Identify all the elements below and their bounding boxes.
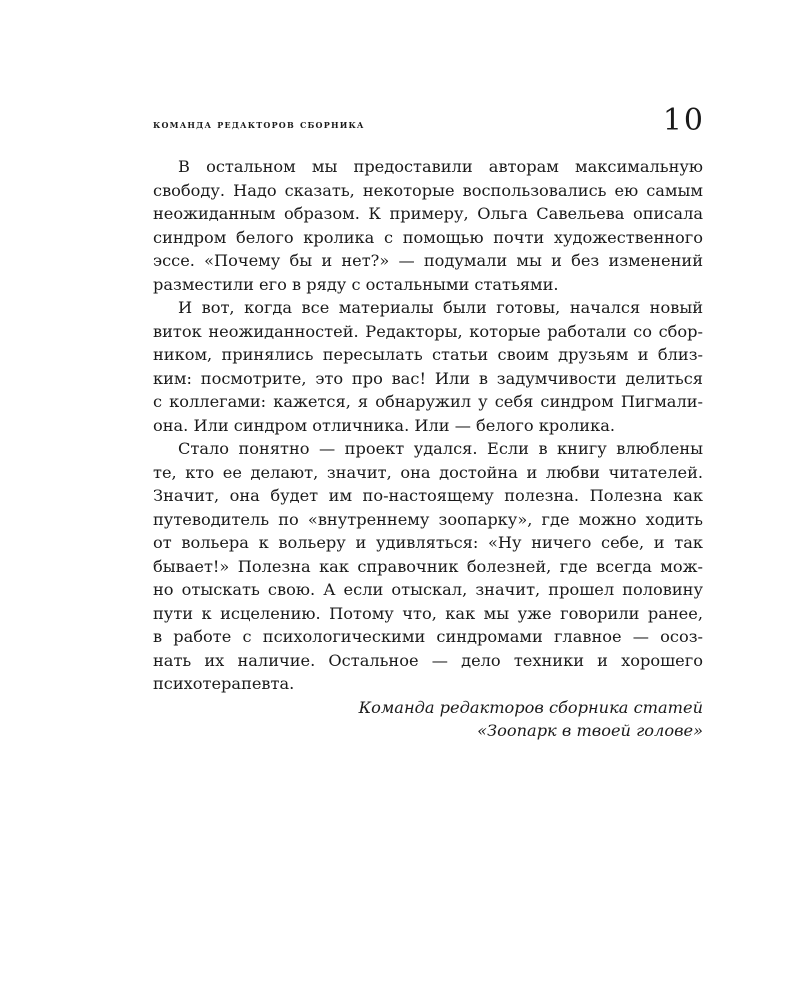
paragraph-line: ником, принялись пересылать статьи своим друзьям и близ-: [153, 345, 703, 364]
paragraph-line: синдром белого кролика с помощью почти художественного: [153, 227, 703, 247]
paragraph-line: эссе. «Почему бы и нет?» — подумали мы и без изменений: [153, 251, 703, 270]
paragraph-line: свободу. Надо сказать, некоторые воспользовались ею самым: [153, 180, 703, 200]
paragraph-line: путеводитель по «внутреннему зоопарку», где можно ходить: [153, 509, 703, 529]
paragraph-line: но отыскать свою. А если отыскал, значит, прошел половину: [153, 580, 703, 599]
paragraph-line: неожиданным образом. К примеру, Ольга Савельева описала: [153, 204, 703, 223]
paragraph-line: разместили его в ряду с остальными статьями.: [153, 274, 559, 294]
paragraph-line: в работе с психологическими синдромами главное — осоз-: [153, 627, 703, 646]
paragraph-line: виток неожиданностей. Редакторы, которые работали со сбор-: [153, 321, 703, 341]
paragraph-line: бывает!» Полезна как справочник болезней, где всегда мож-: [153, 556, 703, 576]
signature-line-2: «Зоопарк в твоей голове»: [477, 721, 703, 740]
paragraph-line: В остальном мы предоставили авторам максимальную: [178, 157, 703, 176]
paragraph-line: Стало понятно — проект удался. Если в книгу влюблены: [178, 439, 703, 458]
paragraph-line: психотерапевта.: [153, 674, 295, 693]
paragraph-line: И вот, когда все материалы были готовы, начался новый: [178, 298, 703, 317]
paragraph-line: те, кто ее делают, значит, она достойна и любви читателей.: [153, 462, 703, 482]
signature-line-1: Команда редакторов сборника статей: [358, 697, 703, 717]
paragraph-line: пути к исцелению. Потому что, как мы уже говорили ранее,: [153, 603, 703, 623]
paragraph-line: она. Или синдром отличника. Или — белого кролика.: [153, 415, 615, 435]
page-number: 10: [662, 103, 705, 138]
paragraph-line: Значит, она будет им по-настоящему полезна. Полезна как: [153, 486, 703, 505]
paragraph-line: от вольера к вольеру и удивляться: «Ну ничего себе, и так: [153, 533, 703, 552]
paragraph-line: ким: посмотрите, это про вас! Или в задумчивости делиться: [153, 368, 703, 388]
paragraph-line: нать их наличие. Остальное — дело техники и хорошего: [153, 650, 703, 670]
running-head: команда редакторов сборника: [153, 118, 365, 131]
paragraph-line: с коллегами: кажется, я обнаружил у себя синдром Пигмали-: [153, 392, 703, 411]
body-text: [153, 155, 703, 743]
